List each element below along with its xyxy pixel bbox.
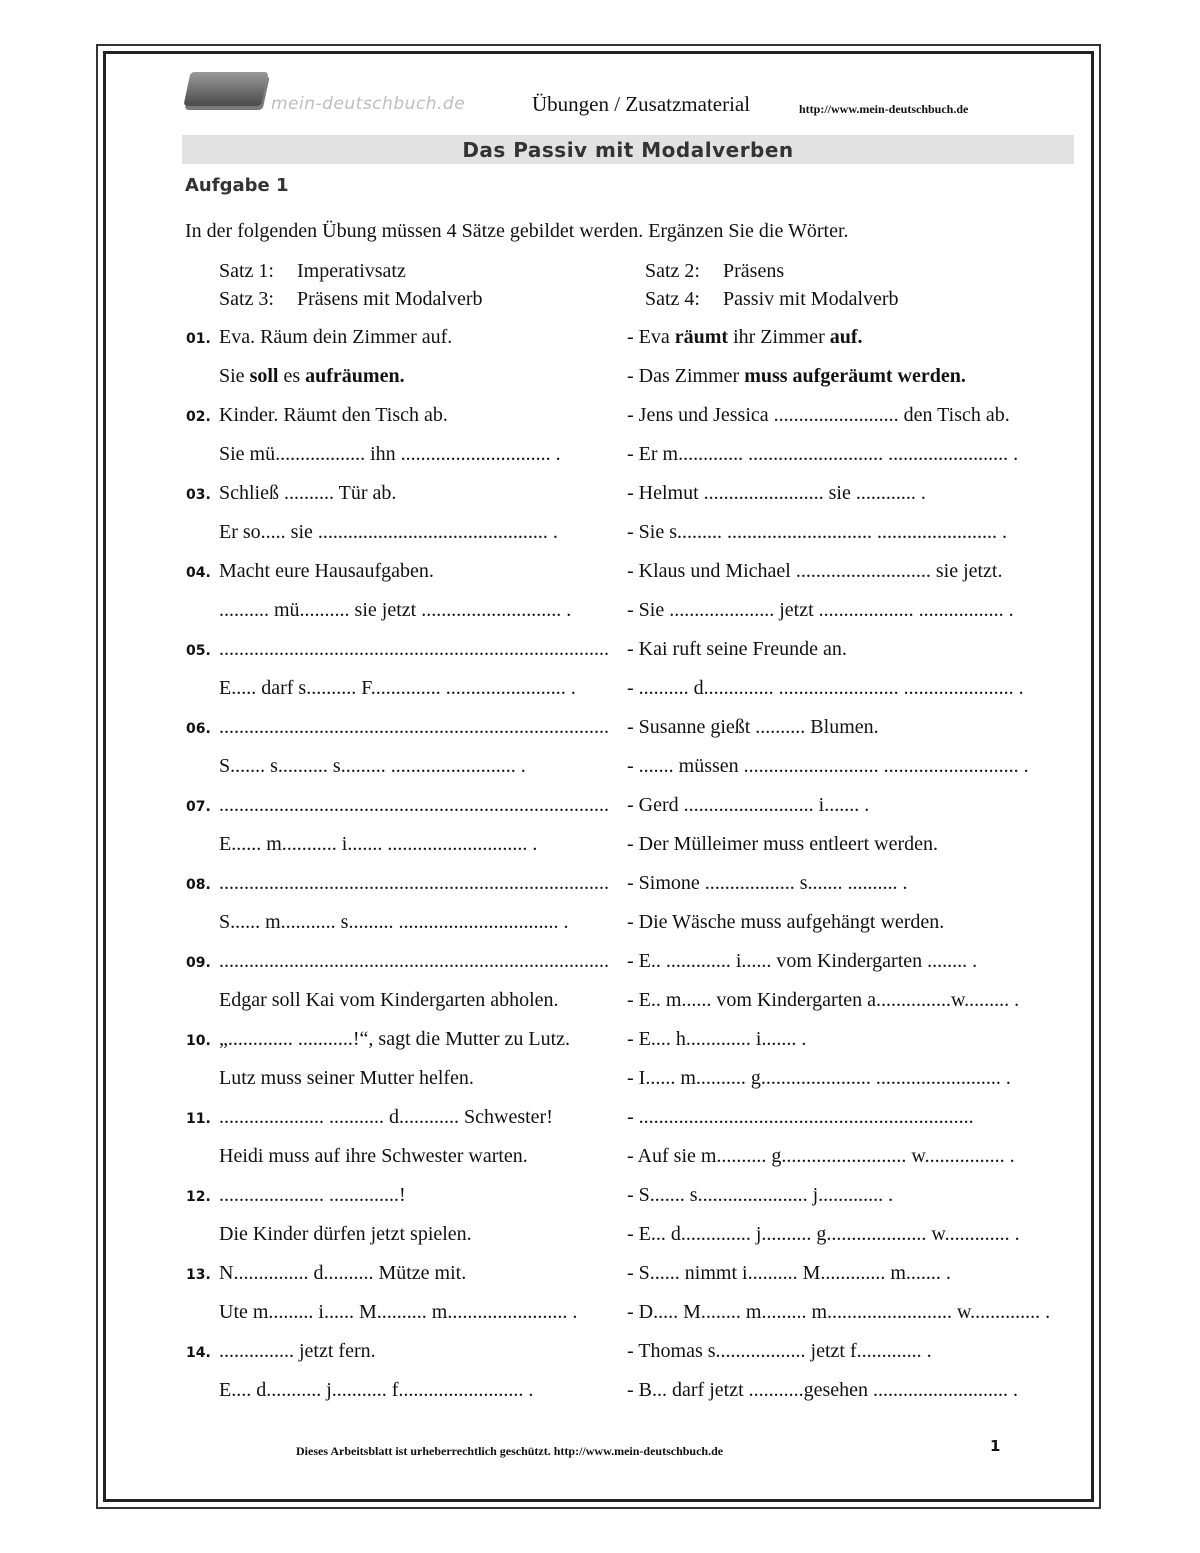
exercise-row	[0, 1340, 1200, 1370]
instruction-text: In der folgenden Übung müssen 4 Sätze gebildet werden. Ergänzen Sie die Wörter.	[185, 220, 849, 242]
legend-value: Präsens mit Modalverb	[297, 288, 483, 310]
exercise-row	[0, 1067, 1200, 1097]
exercise-row	[0, 716, 1200, 746]
exercise-row	[0, 404, 1200, 434]
exercise-number: 03.	[186, 487, 211, 503]
exercise-row	[0, 1145, 1200, 1175]
exercise-right-sentence: - Gerd .......................... i....... .	[627, 794, 870, 816]
exercise-right-sentence: - Sie s......... ............................. ........................ .	[627, 521, 1007, 543]
exercise-left-sentence: .......... mü.......... sie jetzt ............................ .	[219, 599, 572, 621]
exercise-right-sentence: - Das Zimmer muss aufgeräumt werden.	[627, 365, 966, 387]
exercise-left-sentence: S....... s.......... s......... ......................... .	[219, 755, 526, 777]
exercise-left-sentence: ..............................................................................	[219, 716, 609, 738]
exercise-right-sentence: - ...................................................................	[627, 1106, 974, 1128]
exercise-row	[0, 638, 1200, 668]
exercise-left-sentence: Sie mü.................. ihn .............................. .	[219, 443, 561, 465]
exercise-right-sentence: - Jens und Jessica ......................... den Tisch ab.	[627, 404, 1010, 426]
exercise-right-sentence: - Klaus und Michael ........................... sie jetzt.	[627, 560, 1003, 582]
legend-value: Passiv mit Modalverb	[723, 288, 899, 310]
exercise-right-sentence: - D..... M........ m......... m......................... w.............. .	[627, 1301, 1051, 1323]
exercise-row	[0, 1028, 1200, 1058]
exercise-right-sentence: - S....... s...................... j............. .	[627, 1184, 894, 1206]
exercise-left-sentence: ..............................................................................	[219, 872, 609, 894]
legend-key: Satz 3:	[219, 288, 274, 310]
exercise-right-sentence: - Sie ..................... jetzt ................... ................. .	[627, 599, 1014, 621]
exercise-right-sentence: - Der Mülleimer muss entleert werden.	[627, 833, 939, 855]
exercise-right-sentence: - ....... müssen ........................... ........................... .	[627, 755, 1029, 777]
exercise-right-sentence: - E.. ............. i...... vom Kindergarten ........ .	[627, 950, 978, 972]
exercise-left-sentence: Die Kinder dürfen jetzt spielen.	[219, 1223, 472, 1245]
worksheet-header	[185, 62, 1075, 124]
exercise-left-sentence: Ute m......... i...... M.......... m........................ .	[219, 1301, 578, 1323]
exercise-number: 11.	[186, 1111, 211, 1127]
exercise-row	[0, 755, 1200, 785]
exercise-row	[0, 599, 1200, 629]
exercise-left-sentence: ..............................................................................	[219, 794, 609, 816]
exercise-number: 06.	[186, 721, 211, 737]
exercise-right-sentence: - Eva räumt ihr Zimmer auf.	[627, 326, 863, 348]
exercise-number: 13.	[186, 1267, 211, 1283]
exercise-row	[0, 833, 1200, 863]
exercise-number: 04.	[186, 565, 211, 581]
exercise-row	[0, 521, 1200, 551]
exercise-right-sentence: - Susanne gießt .......... Blumen.	[627, 716, 879, 738]
legend-value: Präsens	[723, 260, 785, 282]
header-url: http://www.mein-deutschbuch.de	[799, 102, 969, 116]
site-logo	[185, 66, 515, 122]
exercise-number: 12.	[186, 1189, 211, 1205]
exercise-right-sentence: - Er m............. ........................... ........................ .	[627, 443, 1019, 465]
legend-item	[645, 260, 784, 283]
exercise-left-sentence: Lutz muss seiner Mutter helfen.	[219, 1067, 474, 1089]
exercise-row	[0, 1184, 1200, 1214]
exercise-row	[0, 1301, 1200, 1331]
exercise-right-sentence: - E.... h............. i....... .	[627, 1028, 807, 1050]
exercise-right-sentence: - Kai ruft seine Freunde an.	[627, 638, 847, 660]
exercise-left-sentence: Edgar soll Kai vom Kindergarten abholen.	[219, 989, 559, 1011]
book-icon	[183, 72, 268, 106]
footer-copyright: Dieses Arbeitsblatt ist urheberrechtlich geschützt. http://www.mein-deutschbuch.de	[296, 1444, 724, 1458]
exercise-right-sentence: - E... d.............. j.......... g.................... w............. .	[627, 1223, 1020, 1245]
exercise-row	[0, 677, 1200, 707]
logo-text: mein-deutschbuch.de	[271, 94, 466, 114]
exercise-row	[0, 1106, 1200, 1136]
exercise-row	[0, 560, 1200, 590]
exercise-row	[0, 1223, 1200, 1253]
exercise-right-sentence: - S...... nimmt i.......... M............. m....... .	[627, 1262, 951, 1284]
legend-key: Satz 2:	[645, 260, 700, 282]
exercise-left-sentence: E...... m........... i....... ............................ .	[219, 833, 538, 855]
legend-key: Satz 4:	[645, 288, 700, 310]
exercise-left-sentence: ..................... ........... d............ Schwester!	[219, 1106, 553, 1128]
legend-value: Imperativsatz	[297, 260, 406, 282]
exercise-left-sentence: ..............................................................................	[219, 638, 609, 660]
exercise-number: 05.	[186, 643, 211, 659]
exercise-left-sentence: Macht eure Hausaufgaben.	[219, 560, 434, 582]
exercise-right-sentence: - B... darf jetzt ...........gesehen ........................... .	[627, 1379, 1019, 1401]
exercise-row	[0, 794, 1200, 824]
exercise-number: 10.	[186, 1033, 211, 1049]
exercise-row	[0, 950, 1200, 980]
exercise-number: 14.	[186, 1345, 211, 1361]
exercise-number: 01.	[186, 331, 211, 347]
exercise-left-sentence: E..... darf s.......... F.............. ........................ .	[219, 677, 576, 699]
exercise-right-sentence: - Die Wäsche muss aufgehängt werden.	[627, 911, 945, 933]
exercise-left-sentence: S...... m........... s......... ................................ .	[219, 911, 569, 933]
exercise-left-sentence: Er so..... sie .............................................. .	[219, 521, 558, 543]
exercise-right-sentence: - .......... d.............. ........................ ...................... .	[627, 677, 1024, 699]
worksheet-title: Das Passiv mit Modalverben	[182, 135, 1074, 164]
exercise-left-sentence: Schließ .......... Tür ab.	[219, 482, 397, 504]
exercise-left-sentence: Sie soll es aufräumen.	[219, 365, 405, 387]
exercise-number: 08.	[186, 877, 211, 893]
exercise-row	[0, 1379, 1200, 1409]
legend-key: Satz 1:	[219, 260, 274, 282]
legend-item	[219, 260, 406, 283]
exercise-right-sentence: - E.. m...... vom Kindergarten a...............w......... .	[627, 989, 1020, 1011]
exercise-right-sentence: - Simone .................. s....... .......... .	[627, 872, 908, 894]
legend-item	[219, 288, 483, 311]
exercise-number: 07.	[186, 799, 211, 815]
exercise-row	[0, 1262, 1200, 1292]
exercise-right-sentence: - I...... m.......... g...................... ......................... .	[627, 1067, 1011, 1089]
exercise-row	[0, 482, 1200, 512]
exercise-left-sentence: Eva. Räum dein Zimmer auf.	[219, 326, 453, 348]
exercise-row	[0, 872, 1200, 902]
exercise-row	[0, 365, 1200, 395]
exercise-left-sentence: ..............................................................................	[219, 950, 609, 972]
exercise-row	[0, 911, 1200, 941]
page-number: 1	[990, 1437, 1001, 1455]
exercise-left-sentence: N............... d.......... Mütze mit.	[219, 1262, 467, 1284]
exercise-number: 09.	[186, 955, 211, 971]
exercise-row	[0, 443, 1200, 473]
exercise-right-sentence: - Thomas s.................. jetzt f............. .	[627, 1340, 932, 1362]
exercise-left-sentence: „............. ...........!“, sagt die Mutter zu Lutz.	[219, 1028, 571, 1050]
exercise-right-sentence: - Helmut ........................ sie ............ .	[627, 482, 926, 504]
task-label: Aufgabe 1	[185, 175, 289, 196]
exercise-right-sentence: - Auf sie m.......... g......................... w................ .	[627, 1145, 1015, 1167]
exercise-left-sentence: E.... d........... j........... f......................... .	[219, 1379, 534, 1401]
exercise-left-sentence: ..................... ..............!	[219, 1184, 406, 1206]
header-title: Übungen / Zusatzmaterial	[532, 92, 751, 116]
exercise-left-sentence: Kinder. Räumt den Tisch ab.	[219, 404, 448, 426]
exercise-row	[0, 326, 1200, 356]
exercise-row	[0, 989, 1200, 1019]
exercise-number: 02.	[186, 409, 211, 425]
exercise-left-sentence: Heidi muss auf ihre Schwester warten.	[219, 1145, 528, 1167]
exercise-left-sentence: ............... jetzt fern.	[219, 1340, 376, 1362]
legend-item	[645, 288, 899, 311]
